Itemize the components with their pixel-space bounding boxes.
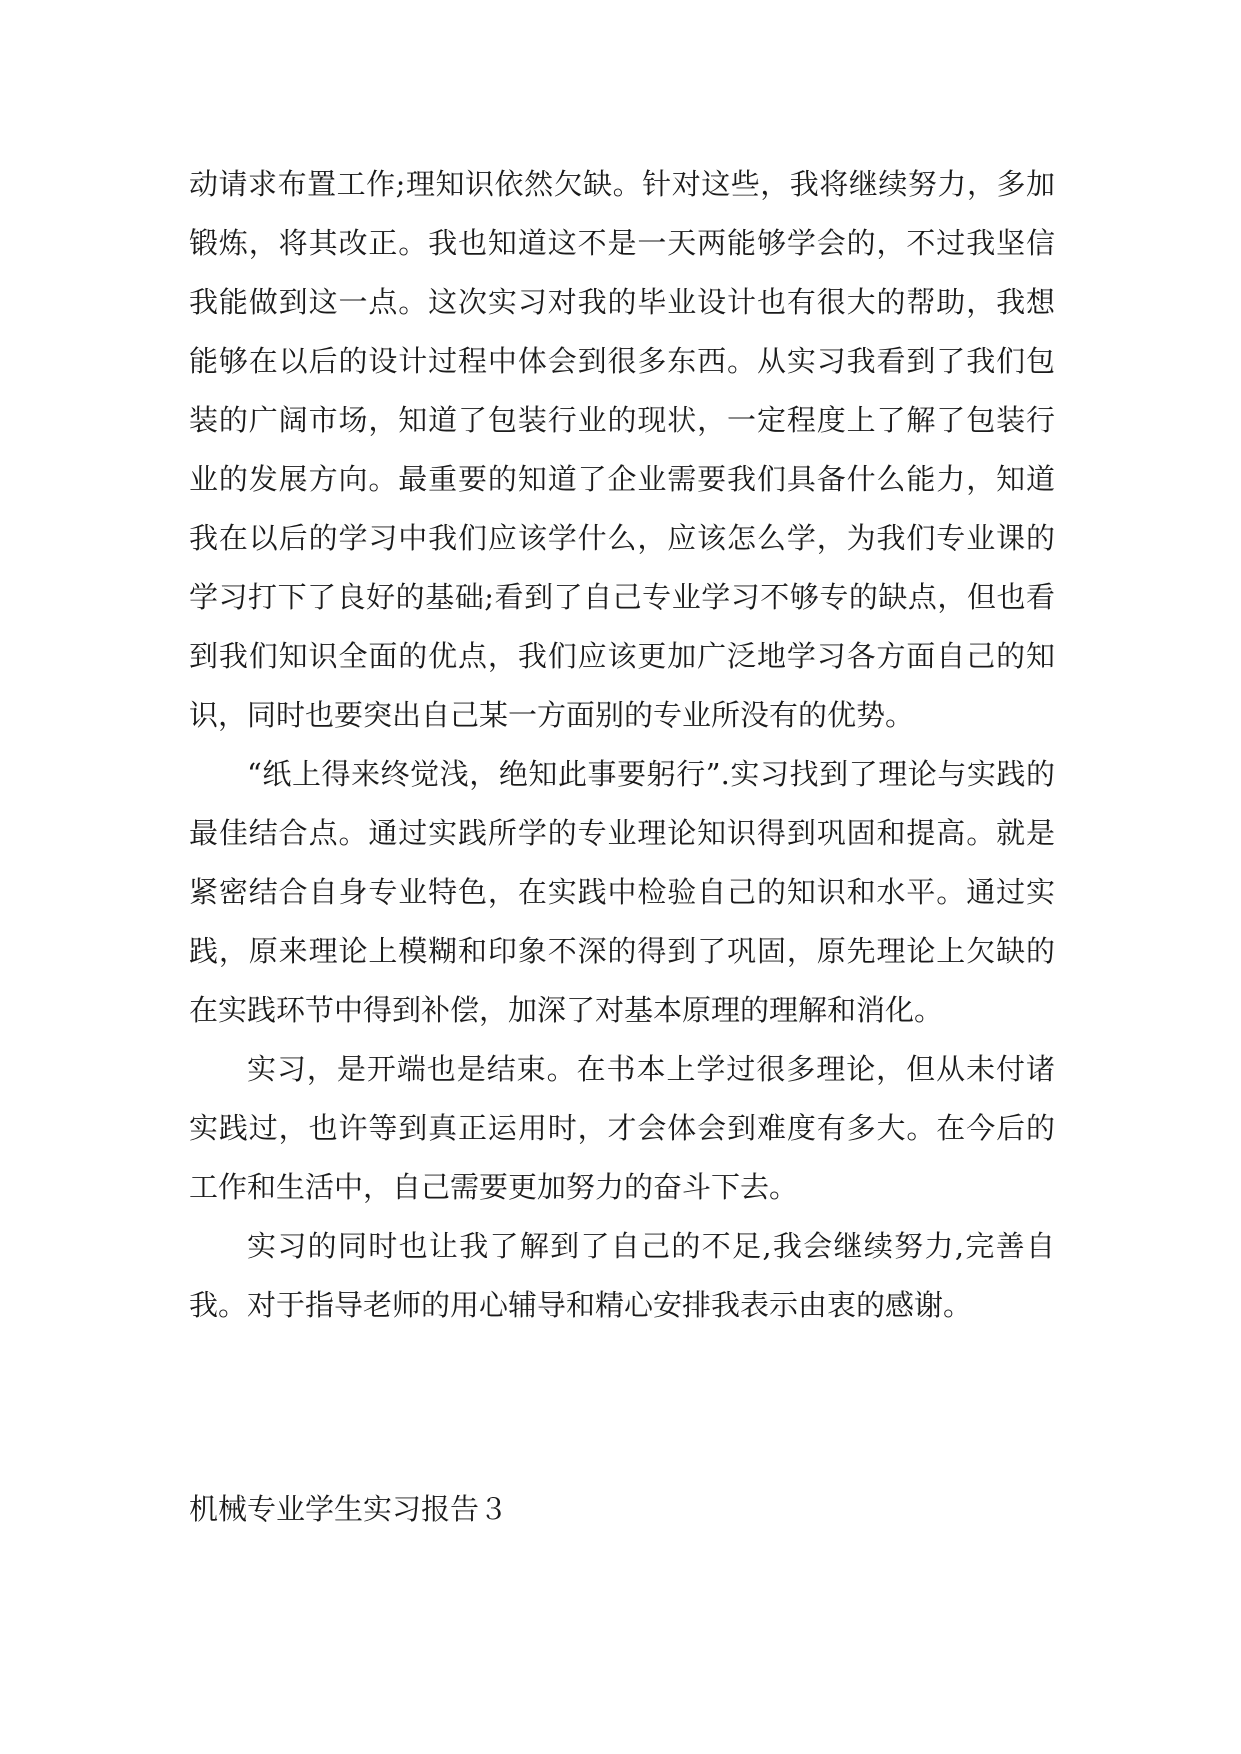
document-body [189, 155, 1055, 1335]
paragraph-theory-practice: “纸上得来终觉浅，绝知此事要躬行”.实习找到了理论与实践的最佳结合点。通过实践所学的专业理论知识得到巩固和提高。就是紧密结合自身专业特色，在实践中检验自己的知识和水平。通过实践，原来理论上模糊和印象不深的得到了巩固，原先理论上欠缺的在实践环节中得到补偿，加深了对基本原理的理解和消化。 [189, 757, 1055, 1027]
paragraph-gratitude: 实习的同时也让我了解到了自己的不足,我会继续努力,完善自我。对于指导老师的用心辅导和精心安排我表示由衷的感谢。 [189, 1229, 1055, 1322]
paragraph-continuation: 动请求布置工作;理知识依然欠缺。针对这些，我将继续努力，多加锻炼，将其改正。我也知道这不是一天两能够学会的，不过我坚信我能做到这一点。这次实习对我的毕业设计也有很大的帮助，我想能够在以后的设计过程中体会到很多东西。从实习我看到了我们包装的广阔市场，知道了包装行业的现状，一定程度上了解了包装行业的发展方向。最重要的知道了企业需要我们具备什么能力，知道我在以后的学习中我们应该学什么，应该怎么学，为我们专业课的学习打下了良好的基础;看到了自己专业学习不够专的缺点，但也看到我们知识全面的优点，我们应该更加广泛地学习各方面自己的知识，同时也要突出自己某一方面别的专业所没有的优势。 [189, 167, 1055, 732]
section-heading: 机械专业学生实习报告３ [189, 1492, 509, 1526]
paragraph-beginning-end: 实习，是开端也是结束。在书本上学过很多理论，但从未付诸实践过，也许等到真正运用时，才会体会到难度有多大。在今后的工作和生活中，自己需要更加努力的奋斗下去。 [189, 1052, 1055, 1204]
